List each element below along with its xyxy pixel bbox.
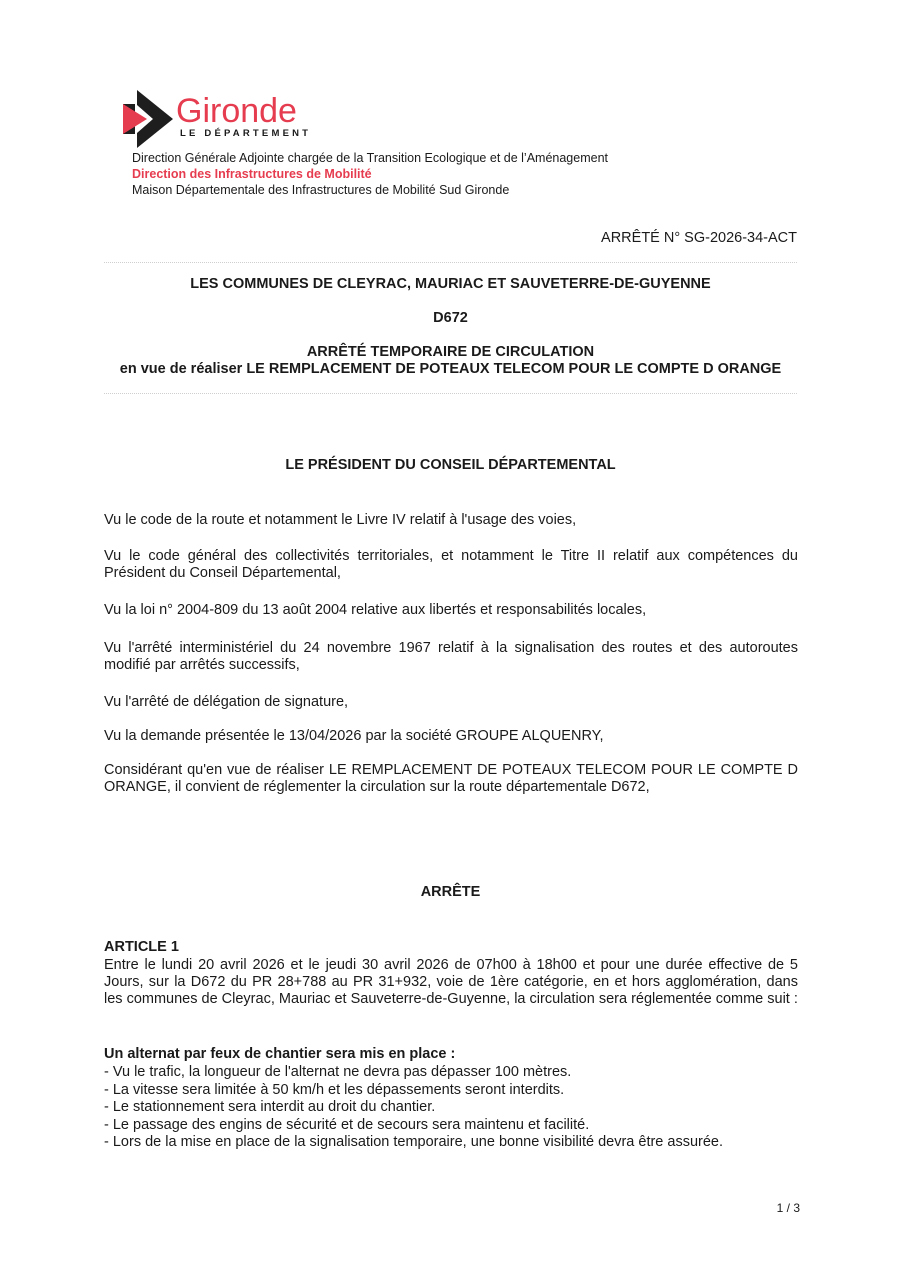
list-item: - Le stationnement sera interdit au droit du chantier. bbox=[104, 1099, 436, 1115]
communes-title: LES COMMUNES DE CLEYRAC, MAURIAC ET SAUVETERRE-DE-GUYENNE bbox=[190, 276, 711, 292]
consideration-item: Vu l'arrêté interministériel du 24 novembre 1967 relatif à la signalisation des routes et des autoroutes modifié par arrêtés successifs, bbox=[104, 640, 798, 673]
page-number: 1 / 3 bbox=[776, 1201, 800, 1215]
article-1-body: Entre le lundi 20 avril 2026 et le jeudi 30 avril 2026 de 07h00 à 18h00 et pour une durée effective de 5 Jours, sur la D672 du PR 28+788 au PR 31+932, voie de 1ère catégorie, en et hors agglomération, dans les communes de Cleyrac, Mauriac et Sauveterre-de-Guyenne, la circulation sera réglementée comme suit : bbox=[104, 957, 798, 1007]
purpose-text: LE REMPLACEMENT DE POTEAUX TELECOM POUR LE COMPTE D ORANGE bbox=[246, 361, 782, 377]
road-title: D672 bbox=[433, 310, 468, 326]
president-heading: LE PRÉSIDENT DU CONSEIL DÉPARTEMENTAL bbox=[285, 457, 616, 473]
consideration-item: Considérant qu'en vue de réaliser LE REMPLACEMENT DE POTEAUX TELECOM POUR LE COMPTE D ORANGE, il convient de réglementer la circulation sur la route départementale D672, bbox=[104, 762, 798, 795]
consideration-item: Vu le code général des collectivités territoriales, et notamment le Titre II relatif aux compétences du Président du Conseil Départemental, bbox=[104, 548, 798, 581]
list-item: - Lors de la mise en place de la signalisation temporaire, une bonne visibilité devra être assurée. bbox=[104, 1134, 724, 1150]
gironde-logo-icon bbox=[121, 90, 173, 148]
direction-general-line: Direction Générale Adjointe chargée de la Transition Ecologique et de l’Aménagement bbox=[132, 151, 608, 165]
list-item: - Vu le trafic, la longueur de l'alternat ne devra pas dépasser 100 mètres. bbox=[104, 1064, 572, 1080]
separator-bottom bbox=[104, 393, 797, 394]
maison-departementale-line: Maison Départementale des Infrastructures de Mobilité Sud Gironde bbox=[132, 183, 510, 197]
consideration-item: Vu le code de la route et notamment le Livre IV relatif à l'usage des voies, bbox=[104, 512, 577, 528]
consideration-item: Vu l'arrêté de délégation de signature, bbox=[104, 694, 349, 710]
logo-name: Gironde bbox=[176, 92, 297, 130]
article-1-heading: ARTICLE 1 bbox=[104, 939, 179, 955]
consideration-item: Vu la demande présentée le 13/04/2026 par la société GROUPE ALQUENRY, bbox=[104, 728, 604, 744]
separator-top bbox=[104, 262, 797, 263]
list-item: - La vitesse sera limitée à 50 km/h et les dépassements seront interdits. bbox=[104, 1081, 565, 1098]
list-item: - Le passage des engins de sécurité et de secours sera maintenu et facilité. bbox=[104, 1116, 590, 1133]
measure-heading: Un alternat par feux de chantier sera mis en place : bbox=[104, 1046, 456, 1062]
purpose-prefix: en vue de réaliser bbox=[119, 361, 247, 377]
consideration-item: Vu la loi n° 2004-809 du 13 août 2004 relative aux libertés et responsabilités locales, bbox=[104, 602, 647, 618]
arrete-heading: ARRÊTE bbox=[420, 884, 481, 900]
direction-infrastructures-line: Direction des Infrastructures de Mobilité bbox=[132, 167, 372, 181]
measures-list bbox=[104, 1064, 798, 1152]
arrete-reference: ARRÊTÉ N° SG-2026-34-ACT bbox=[601, 230, 797, 246]
logo-subtitle: LE DÉPARTEMENT bbox=[180, 128, 312, 139]
arrete-type-title: ARRÊTÉ TEMPORAIRE DE CIRCULATION bbox=[306, 344, 595, 360]
purpose-title bbox=[104, 361, 797, 378]
